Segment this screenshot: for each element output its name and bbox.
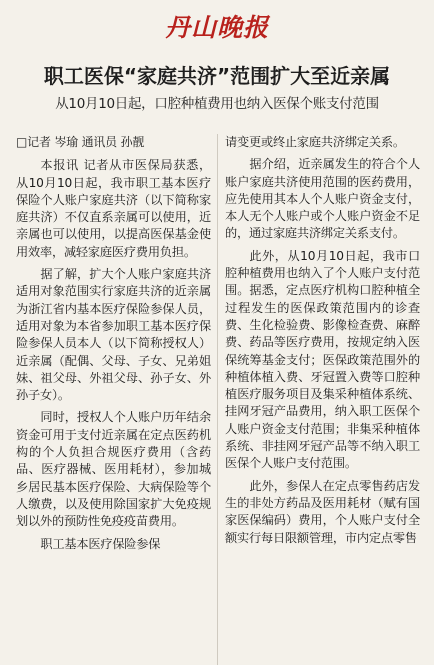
article-paragraph: 据介绍，近亲属发生的符合个人账户家庭共济使用范围的医药费用，应先使用其本人个人账户资金支付，本人无个人账户或个人账户资金不足的，通过家庭共济绑定关系支付。 bbox=[225, 157, 420, 241]
newspaper-logo: 丹山晚报 bbox=[164, 13, 269, 42]
masthead bbox=[0, 0, 434, 54]
article-paragraph: 此外，从10月10日起，我市口腔种植费用也纳入了个人账户支付范围。据悉，定点医疗机构口腔种植全过程发生的医保政策范围内的诊查费、生化检验费、影像检查费、麻醉费、药品等医疗费用，按规定纳入医保统筹基金支付；医保政策范围外的种植体植入费、牙冠置入费等口腔种植医疗服务项目及集采种植体系统、挂网牙冠产品费用，纳入职工医保个人账户资金支付范围；非集采种植体系统、非挂网牙冠产品等不纳入职工医保个人账户支付范围。 bbox=[225, 248, 420, 471]
article-paragraph: 本报讯 记者从市医保局获悉，从10月10日起，我市职工基本医疗保险个人账户家庭共济（以下简称家庭共济）不仅直系亲属可以使用，近亲属也可以使用，以提高医保基金使用效率，减轻家庭医疗费用负担。 bbox=[16, 158, 211, 259]
article-left-column bbox=[16, 134, 211, 664]
article-paragraph: 同时，授权人个人账户历年结余资金可用于支付近亲属在定点医药机构的个人负担合规医疗费用（含药品、医疗器械、医用耗材），参加城乡居民基本医疗保险、大病保险等个人缴费，以及使用除国家扩大免疫规划以外的预防性免疫疫苗费用。 bbox=[16, 410, 211, 529]
column-divider bbox=[217, 134, 218, 665]
article-paragraph: 据了解，扩大个人账户家庭共济适用对象范围实行家庭共济的近亲属为浙江省内基本医疗保险参保人员，适用对象为本省参加职工基本医疗保险参保人员本人（以下简称授权人）近亲属（配偶、父母、子女、兄弟姐妹、祖父母、外祖父母、孙子女、外孙子女）。 bbox=[16, 267, 211, 403]
article-paragraph: 此外，参保人在定点零售药店发生的非处方药品及医用耗材（赋有国家医保编码）费用，个人账户支付全额实行每日限额管理，市内定点零售 bbox=[225, 478, 420, 545]
article-byline: □记者 岑瑜 通讯员 孙靓 bbox=[16, 135, 145, 149]
article-subheadline: 从10月10日起，口腔种植费用也纳入医保个账支付范围 bbox=[55, 96, 379, 112]
article-headline: 职工医保“家庭共济”范围扩大至近亲属 bbox=[43, 64, 391, 88]
article-right-column bbox=[225, 134, 420, 664]
article-paragraph: 职工基本医疗保险参保 bbox=[40, 536, 161, 551]
article-paragraph: 请变更或终止家庭共济绑定关系。 bbox=[225, 135, 405, 149]
